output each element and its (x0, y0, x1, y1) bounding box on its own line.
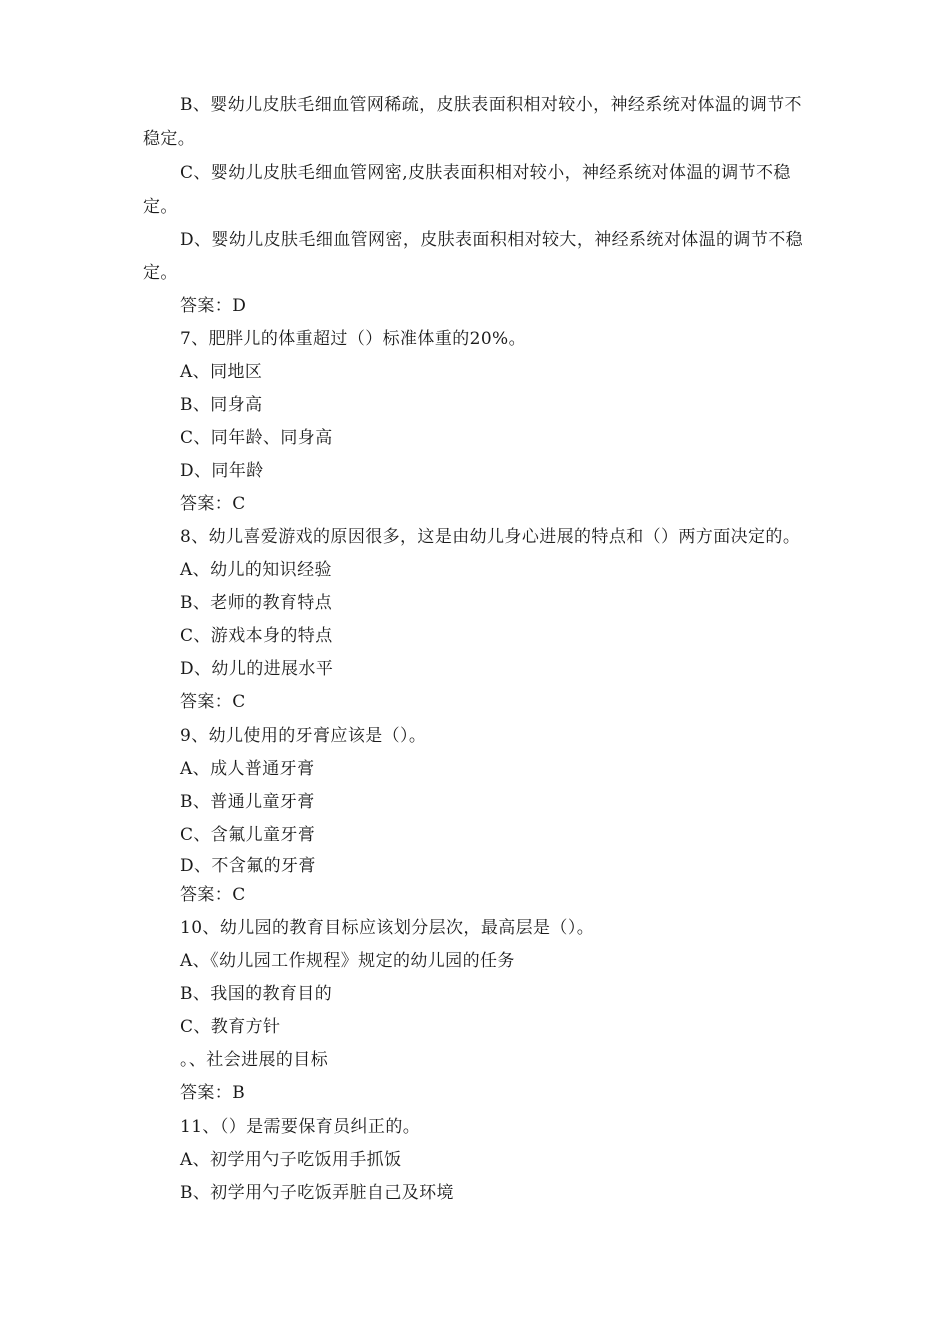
option-b-q7: B、同身高 (180, 395, 263, 415)
option-c-q6-line2: 定。 (143, 197, 178, 217)
question-8: 8、幼儿喜爱游戏的原因很多，这是由幼儿身心进展的特点和（）两方面决定的。 (180, 527, 801, 547)
option-c-q8: C、游戏本身的特点 (180, 626, 333, 646)
option-c-q7: C、同年龄、同身高 (180, 428, 333, 448)
option-b-q11: B、初学用勺子吃饭弄脏自己及环境 (180, 1183, 454, 1203)
question-9: 9、幼儿使用的牙膏应该是（）。 (180, 726, 427, 746)
option-b-q10: B、我国的教育目的 (180, 984, 333, 1004)
option-c-q9: C、含氟儿童牙膏 (180, 825, 316, 845)
question-11: 11、（）是需要保育员纠正的。 (180, 1117, 421, 1137)
option-a-q9: A、成人普通牙膏 (180, 759, 315, 779)
option-c-q6-line1: C、婴幼儿皮肤毛细血管网密,皮肤表面积相对较小，神经系统对体温的调节不稳 (180, 163, 791, 183)
answer-q7: 答案：C (180, 494, 246, 514)
option-d-q9: D、不含氟的牙膏 (180, 856, 316, 876)
option-a-q11: A、初学用勺子吃饭用手抓饭 (180, 1150, 402, 1170)
answer-q6: 答案：D (180, 296, 247, 316)
option-a-q8: A、幼儿的知识经验 (180, 560, 332, 580)
option-b-q6-line2: 稳定。 (143, 129, 196, 149)
option-b-q8: B、老师的教育特点 (180, 593, 333, 613)
question-10: 10、幼儿园的教育目标应该划分层次，最高层是（）。 (180, 918, 595, 938)
answer-q9: 答案：C (180, 885, 246, 905)
answer-q10: 答案：B (180, 1083, 246, 1103)
option-b-q6-line1: B、婴幼儿皮肤毛细血管网稀疏，皮肤表面积相对较小，神经系统对体温的调节不 (180, 95, 802, 115)
option-d-q8: D、幼儿的进展水平 (180, 659, 334, 679)
question-7: 7、肥胖儿的体重超过（）标准体重的20%。 (180, 329, 527, 349)
option-c-q10: C、教育方针 (180, 1017, 281, 1037)
answer-q8: 答案：C (180, 692, 246, 712)
option-d-q6-line1: D、婴幼儿皮肤毛细血管网密，皮肤表面积相对较大，神经系统对体温的调节不稳 (180, 230, 804, 250)
option-a-q7: A、同地区 (180, 362, 263, 382)
option-d-q7: D、同年龄 (180, 461, 264, 481)
option-b-q9: B、普通儿童牙膏 (180, 792, 315, 812)
option-d-q6-line2: 定。 (143, 263, 178, 283)
option-a-q10: A、《幼儿园工作规程》规定的幼儿园的任务 (180, 951, 515, 971)
option-d-q10: 。、社会进展的目标 (180, 1050, 329, 1070)
